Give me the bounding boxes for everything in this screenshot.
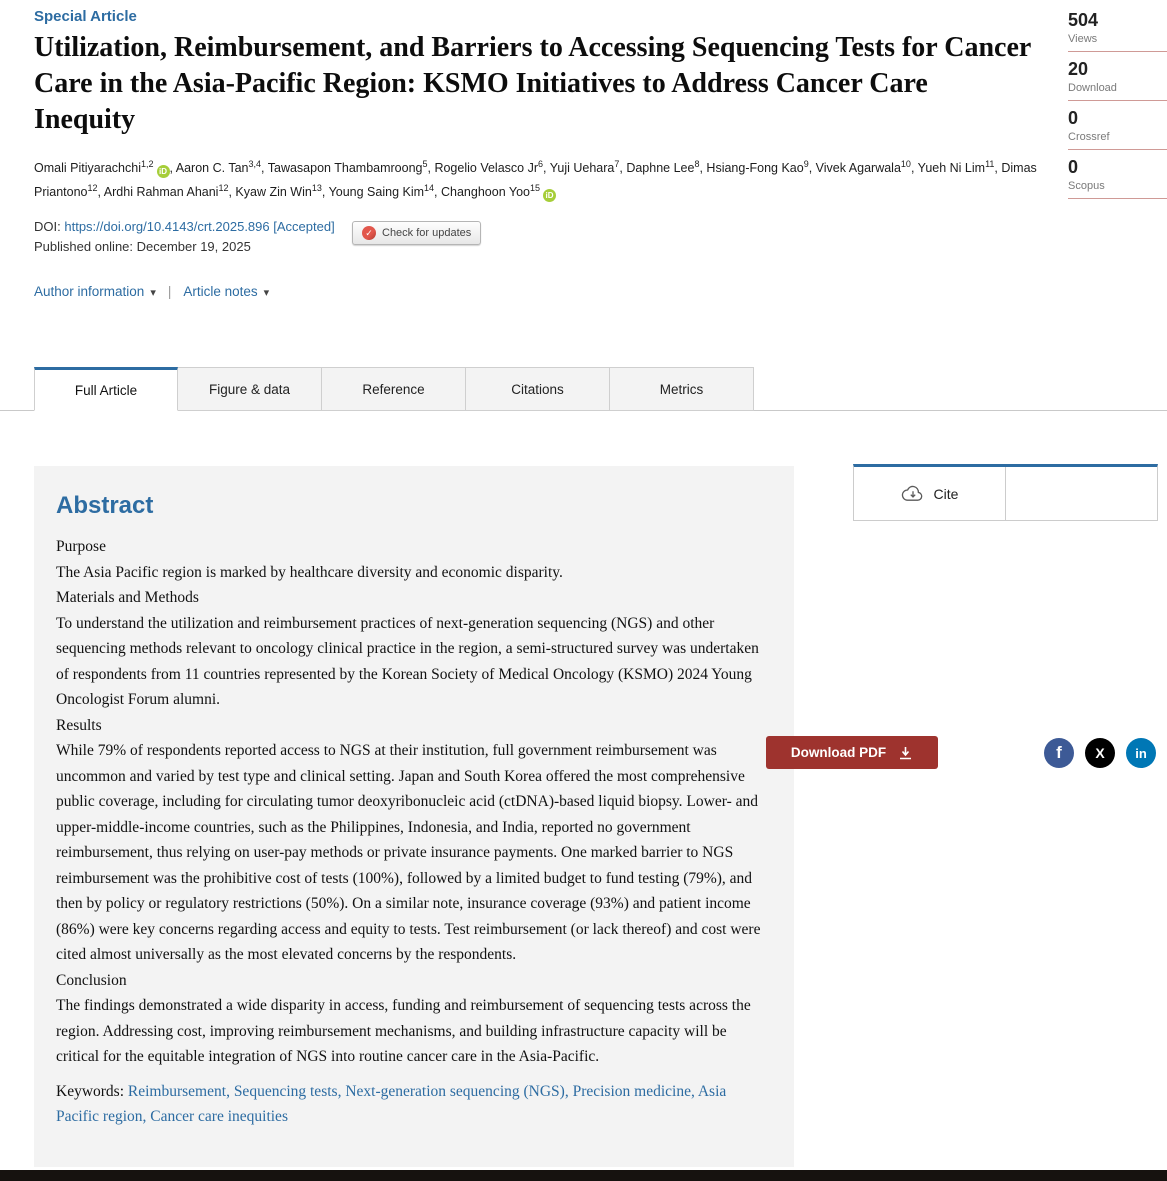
author-name: Kyaw Zin Win$^{13}$ <box>235 182 322 199</box>
metric-item <box>1068 59 1167 101</box>
metric-label: Views <box>1068 33 1098 45</box>
abstract-section-text: The Asia Pacific region is marked by healthcare diversity and economic disparity. <box>56 563 563 581</box>
abstract-section-label: Purpose <box>56 538 106 555</box>
chevron-down-icon <box>150 287 156 299</box>
author-name: Ardhi Rahman Ahani$^{12}$ <box>103 182 229 199</box>
abstract-section-text: While 79% of respondents reported access to NGS at their institution, full government reimbursement was uncommon and varied by test type and clinical setting. Japan and South Korea offered the most comprehensive public coverage, including for circulating tumor deoxyribonucleic acid (ctDNA)-based liquid biopsy. Lower- and upper-middle-income countries, such as the Philippines, Indonesia, and India, reported no government reimbursement, thus relying on user-pay methods or private insurance payments. One marked barrier to NGS reimbursement was the prohibitive cost of tests (100%), followed by a limited budget to fund testing (79%), and then by policy or regulatory restrictions (50%). On a similar note, insurance coverage (93%) and patient income (86%) were key concerns regarding access and equity to tests. Test reimbursement (or lack thereof) and cost were cited almost universally as the most elevated concerns by the respondents. <box>56 742 761 963</box>
author-name: Yuji Uehara$^7$ <box>549 159 620 176</box>
keyword-link[interactable]: Sequencing tests <box>233 1082 338 1100</box>
metric-item <box>1068 157 1167 199</box>
published-date: Published online: December 19, 2025 <box>34 239 251 254</box>
doi-status: [Accepted] <box>273 219 335 234</box>
tab-figure-data[interactable]: Figure & data <box>178 367 322 411</box>
article-category: Special Article <box>34 8 137 25</box>
separator <box>168 284 172 299</box>
author-name: Hsiang-Fong Kao$^9$ <box>706 159 809 176</box>
author-name: Aaron C. Tan$^{3,4}$ <box>175 159 262 176</box>
orcid-icon[interactable]: iD <box>157 165 170 178</box>
abstract-section-label: Conclusion <box>56 971 127 989</box>
metric-label: Scopus <box>1068 180 1105 192</box>
metric-label: Crossref <box>1068 131 1110 143</box>
metric-value: 504 <box>1068 10 1099 30</box>
bottom-bar <box>0 1170 1167 1181</box>
authors-line: Omali Pitiyarachchi$^{1,2}$iD , Aaron C. Tan$^{3,4}$, Tawasapon Thambamroong$^5$, Rogelio Velasco Jr$^6$, Yuji Uehara$^7$, Daphne Lee$^8$, Hsiang-Fong Kao$^9$, Vivek Agarwala$^{10}$, Yueh Ni Lim$^{11}$, Dimas Priantono$^{12}$, Ardhi Rahman Ahani$^{12}$, Kyaw Zin Win$^{13}$, Young Saing Kim$^{14}$, Changhoon Yoo$^{15}$iD <box>34 159 1037 200</box>
chevron-down-icon <box>264 287 270 299</box>
author-information-label: Author information <box>34 284 145 299</box>
cite-box-extra <box>1006 467 1157 520</box>
download-pdf-button[interactable] <box>766 736 938 769</box>
orcid-icon[interactable]: iD <box>543 189 556 202</box>
metric-item <box>1068 108 1167 150</box>
author-name: Omali Pitiyarachchi$^{1,2}$iD <box>34 161 170 175</box>
cloud-download-icon <box>901 485 925 502</box>
doi-label: DOI: <box>34 219 61 234</box>
linkedin-icon[interactable]: in <box>1126 738 1156 768</box>
cite-box <box>853 464 1158 521</box>
tab-metrics[interactable]: Metrics <box>610 367 754 411</box>
author-name: Daphne Lee$^8$ <box>626 159 700 176</box>
metric-divider <box>1068 198 1167 199</box>
article-notes-label: Article notes <box>183 284 258 299</box>
cite-button[interactable] <box>854 467 1006 520</box>
doi-link[interactable]: https://doi.org/10.4143/crt.2025.896 <box>64 219 270 234</box>
author-name: Tawasapon Thambamroong$^5$ <box>267 159 428 176</box>
author-name: Young Saing Kim$^{14}$ <box>328 182 435 199</box>
social-icons <box>1044 738 1156 768</box>
tab-full-article[interactable]: Full Article <box>34 367 178 411</box>
metrics-panel <box>1068 10 1167 206</box>
abstract-body <box>56 534 772 1070</box>
article-notes-toggle[interactable] <box>183 284 269 299</box>
author-information-toggle[interactable] <box>34 284 156 299</box>
check-updates-label: Check for updates <box>382 227 472 239</box>
meta-links <box>34 284 269 299</box>
tabs <box>34 367 754 411</box>
keyword-link[interactable]: Cancer care inequities <box>150 1107 288 1125</box>
keyword-link[interactable]: Reimbursement <box>127 1082 227 1100</box>
tab-citations[interactable]: Citations <box>466 367 610 411</box>
author-name: Changhoon Yoo$^{15}$iD <box>441 185 556 199</box>
metric-divider <box>1068 51 1167 52</box>
author-name: Rogelio Velasco Jr$^6$ <box>434 159 543 176</box>
check-updates-button[interactable] <box>352 221 481 245</box>
keyword-link[interactable]: Asia Pacific region <box>56 1082 727 1125</box>
abstract-section <box>34 466 794 1167</box>
abstract-section-label: Results <box>56 716 102 734</box>
facebook-icon[interactable]: f <box>1044 738 1074 768</box>
download-pdf-label: Download PDF <box>790 745 887 760</box>
metric-divider <box>1068 149 1167 150</box>
keyword-link[interactable]: Precision medicine <box>572 1082 691 1100</box>
page-title: Utilization, Reimbursement, and Barriers to Accessing Sequencing Tests for Cancer Care in the Asia-Pacific Region: KSMO Initiatives to Address Cancer Care Inequity <box>34 32 1031 135</box>
metric-value: 20 <box>1068 59 1089 79</box>
keywords-list: Reimbursement, Sequencing tests, Next-generation sequencing (NGS), Precision medicine, Asia Pacific region, Cancer care inequities <box>56 1082 727 1125</box>
metric-divider <box>1068 100 1167 101</box>
author-name: Vivek Agarwala$^{10}$ <box>815 159 911 176</box>
crossmark-icon <box>362 226 376 240</box>
tab-reference[interactable]: Reference <box>322 367 466 411</box>
cite-label: Cite <box>933 485 959 502</box>
author-name: Dimas Priantono$^{12}$ <box>34 161 1037 199</box>
author-name: Yueh Ni Lim$^{11}$ <box>917 159 995 176</box>
metric-value: 0 <box>1068 108 1079 128</box>
keywords-label: Keywords: <box>56 1082 125 1100</box>
abstract-section-label: Materials and Methods <box>56 589 199 606</box>
abstract-section-text: The findings demonstrated a wide disparity in access, funding and reimbursement of sequencing tests across the region. Addressing cost, improving reimbursement mechanisms, and building infrastructure capacity will be critical for the equitable integration of NGS into routine cancer care in the Asia-Pacific. <box>56 997 751 1065</box>
x-icon[interactable]: X <box>1085 738 1115 768</box>
metric-label: Download <box>1068 82 1117 94</box>
doi-line <box>34 219 335 234</box>
download-icon <box>898 746 913 760</box>
metric-item <box>1068 10 1167 52</box>
keywords-line <box>56 1079 772 1129</box>
keyword-link[interactable]: Next-generation sequencing (NGS) <box>345 1082 565 1100</box>
abstract-heading: Abstract <box>56 492 154 519</box>
abstract-section-text: To understand the utilization and reimbursement practices of next-generation sequencing (NGS) and other sequencing methods relevant to oncology clinical practice in the region, a semi-structured survey was undertaken of respondents from 11 countries represented by the Korean Society of Medical Oncology (KSMO) 2024 Young Oncologist Forum alumni. <box>56 614 759 708</box>
metric-value: 0 <box>1068 157 1079 177</box>
